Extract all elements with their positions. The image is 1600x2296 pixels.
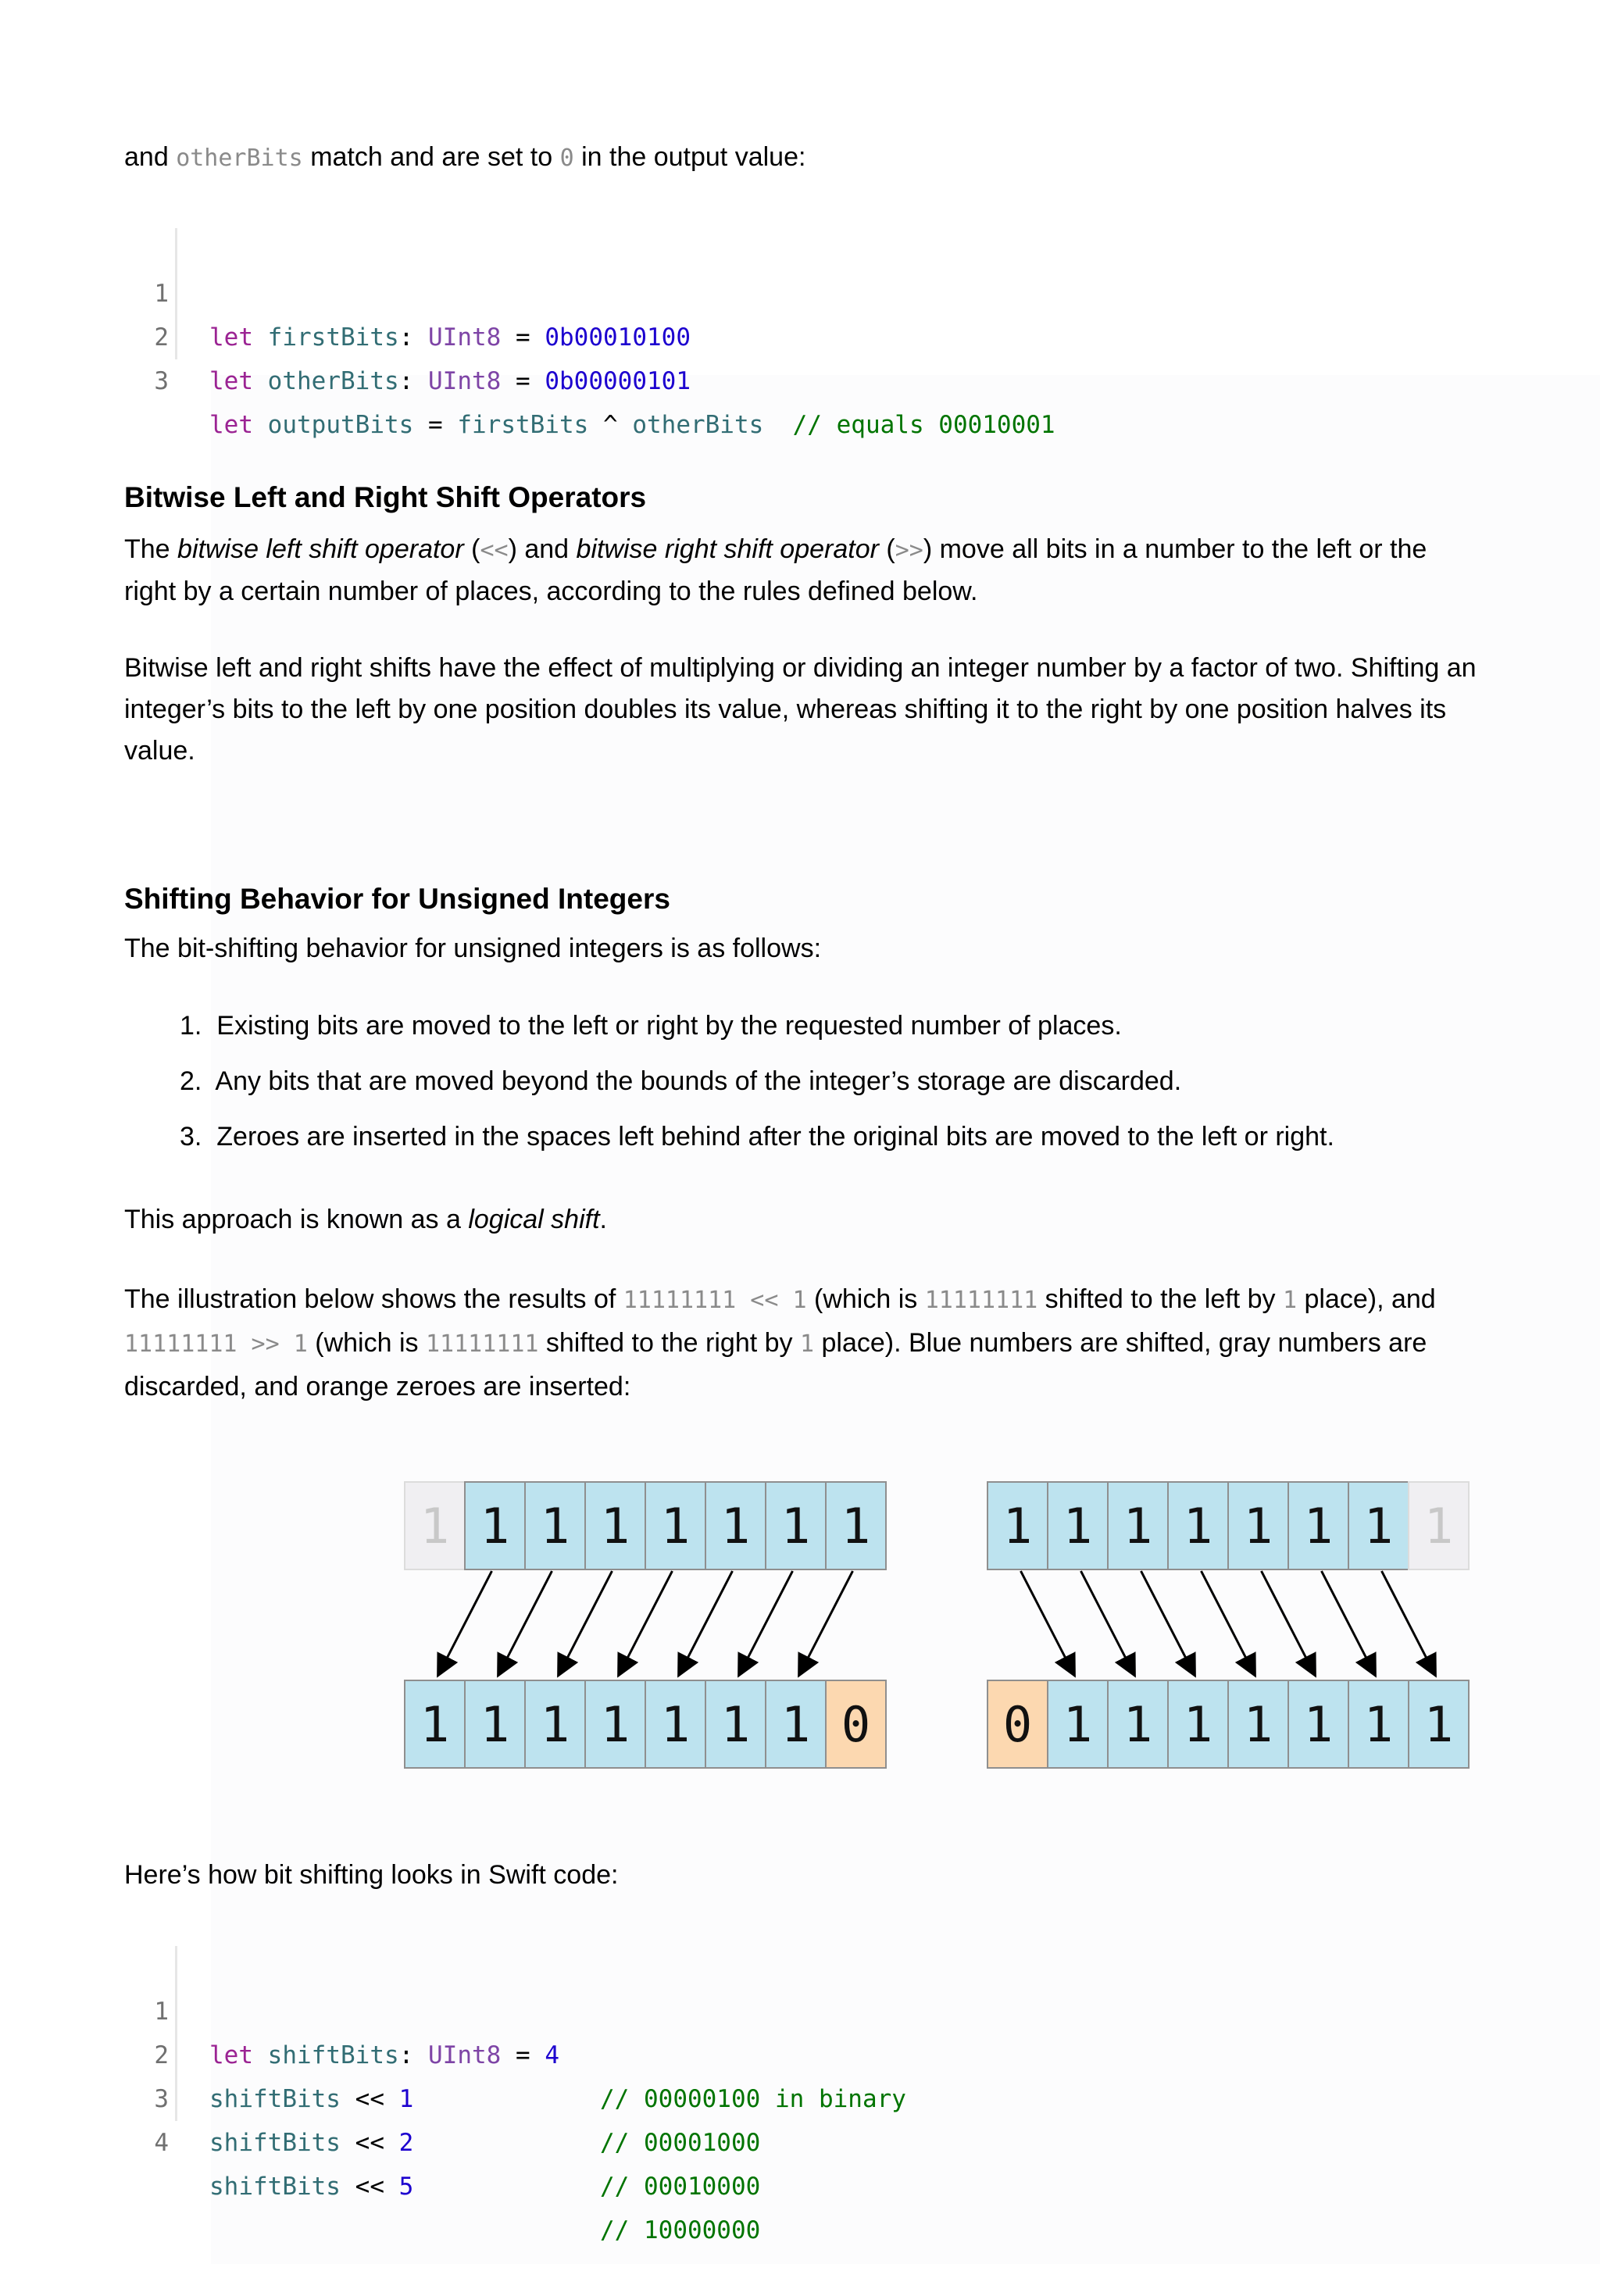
term-logical-shift: logical shift: [468, 1205, 600, 1234]
list-number: 3.: [180, 1122, 202, 1152]
right-top-bit-value: 1: [1062, 1498, 1093, 1555]
code-block-xor: [124, 228, 1452, 439]
code-operator: <<: [355, 2085, 384, 2113]
code-type: UInt8: [428, 2041, 502, 2069]
code-comment: // 10000000: [600, 2216, 761, 2244]
inline-code-otherbits: otherBits: [176, 145, 303, 172]
right-shift-arrow: [1081, 1571, 1135, 1676]
left-shift-arrow: [739, 1571, 793, 1676]
code-identifier: otherBits: [267, 367, 399, 395]
code-operator: <<: [355, 2173, 384, 2201]
inline-code: 11111111 >> 1: [124, 1330, 308, 1358]
line-number: 4: [154, 2129, 169, 2157]
left-shift-arrow: [438, 1571, 492, 1676]
logical-shift-paragraph: [124, 1199, 1484, 1241]
code-comment: // equals 00010001: [792, 411, 1055, 439]
bit-shift-diagram: [403, 1480, 1472, 1773]
inline-code: 11111111 << 1: [623, 1287, 807, 1314]
text-run: place), and: [1297, 1284, 1436, 1314]
text-run: (: [463, 534, 480, 564]
list-item: [180, 1054, 1334, 1109]
right-shift-arrow: [1141, 1571, 1195, 1676]
code-operator: =: [516, 2041, 530, 2069]
shift-effect-paragraph: Bitwise left and right shifts have the effect of multiplying or dividing an integer number by a factor of two. Shifting an integer’s bits to the left by one position doubles its value, whereas shifting it to the right by one position halves its value.: [124, 653, 1477, 766]
code-number: 2: [398, 2129, 414, 2157]
left-bottom-bit-value: 1: [660, 1696, 691, 1753]
list-text: Zeroes are inserted in the spaces left behind after the original bits are moved to the left or right.: [216, 1122, 1334, 1152]
text-run: ) and: [508, 534, 577, 564]
right-bottom-bit-value: 1: [1243, 1696, 1273, 1753]
unsigned-intro-paragraph: The bit-shifting behavior for unsigned integers is as follows:: [124, 934, 822, 963]
left-shift-arrow: [799, 1571, 853, 1676]
code-operator: =: [516, 323, 530, 352]
code-number: 4: [545, 2041, 560, 2069]
code-punct: :: [398, 2041, 414, 2069]
shift-operators-paragraph: [124, 529, 1484, 612]
left-bottom-bit-value: 1: [780, 1696, 811, 1753]
line-number: 1: [154, 1998, 169, 2026]
right-top-bit-value: 1: [1002, 1498, 1033, 1555]
left-bottom-bit-value: 1: [540, 1696, 570, 1753]
code-operator: ^: [602, 411, 618, 439]
code-identifier: firstBits: [457, 411, 589, 439]
code-type: UInt8: [428, 367, 502, 395]
code-keyword: let: [209, 2041, 253, 2069]
line-number: 3: [154, 2085, 169, 2113]
text-run: .: [599, 1205, 607, 1234]
text-run: place). Blue numbers are shifted, gray numbers are discarded, and orange zeroes are inserted:: [124, 1328, 1427, 1402]
text-run: (: [878, 534, 895, 564]
left-bottom-bit-value: 1: [720, 1696, 751, 1753]
swift-code-intro-paragraph: Here’s how bit shifting looks in Swift code:: [124, 1860, 619, 1890]
code-operator: =: [427, 411, 443, 439]
code-punct: :: [398, 323, 414, 352]
right-top-bit-value: 1: [1303, 1498, 1334, 1555]
inline-code-left-shift: <<: [480, 537, 509, 564]
line-number: 2: [154, 323, 169, 352]
inline-code-right-shift: >>: [895, 537, 923, 564]
code-line: [124, 228, 1452, 352]
code-block-shift: [124, 1946, 1452, 2244]
intro-paragraph: [124, 137, 1484, 179]
left-top-bit-value: 1: [420, 1498, 450, 1555]
inline-code: 11111111: [924, 1287, 1038, 1314]
code-identifier: outputBits: [267, 411, 414, 439]
left-top-bit-value: 1: [841, 1498, 871, 1555]
code-number: 0b00010100: [545, 323, 691, 352]
code-comment: // 00010000: [600, 2173, 761, 2201]
left-bottom-bit-value: 1: [420, 1696, 450, 1753]
section-heading-shift-operators: Bitwise Left and Right Shift Operators: [124, 481, 647, 513]
list-item: [180, 1109, 1334, 1165]
left-top-bit-value: 1: [480, 1498, 510, 1555]
inline-code: 11111111: [425, 1330, 539, 1358]
right-bottom-bit-value: 1: [1062, 1696, 1093, 1753]
list-text: Existing bits are moved to the left or right by the requested number of places.: [216, 1011, 1122, 1041]
code-operator: <<: [355, 2129, 384, 2157]
intro-text-2: match and are set to: [302, 142, 560, 172]
right-shift-arrow: [1382, 1571, 1436, 1676]
left-top-bit-value: 1: [720, 1498, 751, 1555]
inline-code: 1: [1282, 1287, 1298, 1314]
code-comment: // 00001000: [600, 2129, 761, 2157]
text-run: The illustration below shows the results of: [124, 1284, 623, 1314]
left-shift-arrow: [679, 1571, 733, 1676]
code-operator: =: [516, 367, 530, 395]
text-run: This approach is known as a: [124, 1205, 469, 1234]
code-identifier: otherBits: [632, 411, 764, 439]
code-identifier: firstBits: [267, 323, 399, 352]
text-run: The: [124, 534, 178, 564]
code-identifier: shiftBits: [209, 2085, 341, 2113]
line-number: 2: [154, 2041, 169, 2069]
line-number: 1: [154, 280, 169, 308]
section-heading-unsigned: Shifting Behavior for Unsigned Integers: [124, 883, 670, 915]
left-top-bit-value: 1: [780, 1498, 811, 1555]
text-run: (which is: [806, 1284, 925, 1314]
code-number: 1: [398, 2085, 414, 2113]
code-type: UInt8: [428, 323, 502, 352]
left-shift-arrow: [498, 1571, 552, 1676]
list-item: [180, 998, 1334, 1054]
rules-list: [180, 998, 1334, 1165]
term-right-shift: bitwise right shift operator: [576, 534, 879, 564]
text-run: ) move all bits in a number to the left or the right by a certain number of places, according to the rules defined below.: [124, 534, 1427, 606]
right-top-bit-value: 1: [1183, 1498, 1213, 1555]
right-bottom-bit-value: 1: [1303, 1696, 1334, 1753]
list-number: 2.: [180, 1066, 202, 1096]
right-shift-arrow: [1262, 1571, 1316, 1676]
right-bottom-bit-value: 0: [1002, 1696, 1033, 1753]
right-top-bit-value: 1: [1243, 1498, 1273, 1555]
right-bottom-bit-value: 1: [1363, 1696, 1394, 1753]
right-top-bit-value: 1: [1123, 1498, 1153, 1555]
left-top-bit-value: 1: [540, 1498, 570, 1555]
intro-text-3: in the output value:: [573, 142, 806, 172]
left-shift-arrow: [559, 1571, 612, 1676]
right-bottom-bit-value: 1: [1423, 1696, 1454, 1753]
code-keyword: let: [209, 323, 253, 352]
code-identifier: shiftBits: [267, 2041, 399, 2069]
right-shift-arrow: [1021, 1571, 1075, 1676]
code-line: [124, 1946, 1452, 2113]
term-left-shift: bitwise left shift operator: [177, 534, 464, 564]
text-run: (which is: [307, 1328, 426, 1358]
left-top-bit-value: 1: [660, 1498, 691, 1555]
right-bottom-bit-value: 1: [1183, 1696, 1213, 1753]
code-comment: // 00000100 in binary: [600, 2085, 906, 2113]
right-bottom-bit-value: 1: [1123, 1696, 1153, 1753]
left-bottom-bit-value: 1: [480, 1696, 510, 1753]
illustration-paragraph: [124, 1278, 1484, 1409]
right-shift-arrow: [1202, 1571, 1255, 1676]
code-identifier: shiftBits: [209, 2173, 341, 2201]
left-shift-arrow: [619, 1571, 673, 1676]
left-bottom-bit-value: 1: [600, 1696, 630, 1753]
list-text: Any bits that are moved beyond the bounds of the integer’s storage are discarded.: [215, 1066, 1182, 1096]
intro-text-1: and: [124, 142, 177, 172]
code-identifier: shiftBits: [209, 2129, 341, 2157]
code-punct: :: [398, 367, 414, 395]
line-number: 3: [154, 367, 169, 395]
right-top-bit-value: 1: [1423, 1498, 1454, 1555]
text-run: shifted to the right by: [538, 1328, 800, 1358]
code-keyword: let: [209, 367, 253, 395]
inline-code: 1: [799, 1330, 815, 1358]
left-bottom-bit-value: 0: [841, 1696, 871, 1753]
code-number: 0b00000101: [545, 367, 691, 395]
right-shift-arrow: [1322, 1571, 1376, 1676]
inline-code-zero: 0: [559, 145, 574, 172]
left-top-bit-value: 1: [600, 1498, 630, 1555]
code-number: 5: [398, 2173, 414, 2201]
list-number: 1.: [180, 1011, 202, 1041]
code-keyword: let: [209, 411, 253, 439]
text-run: shifted to the left by: [1038, 1284, 1283, 1314]
right-top-bit-value: 1: [1363, 1498, 1394, 1555]
